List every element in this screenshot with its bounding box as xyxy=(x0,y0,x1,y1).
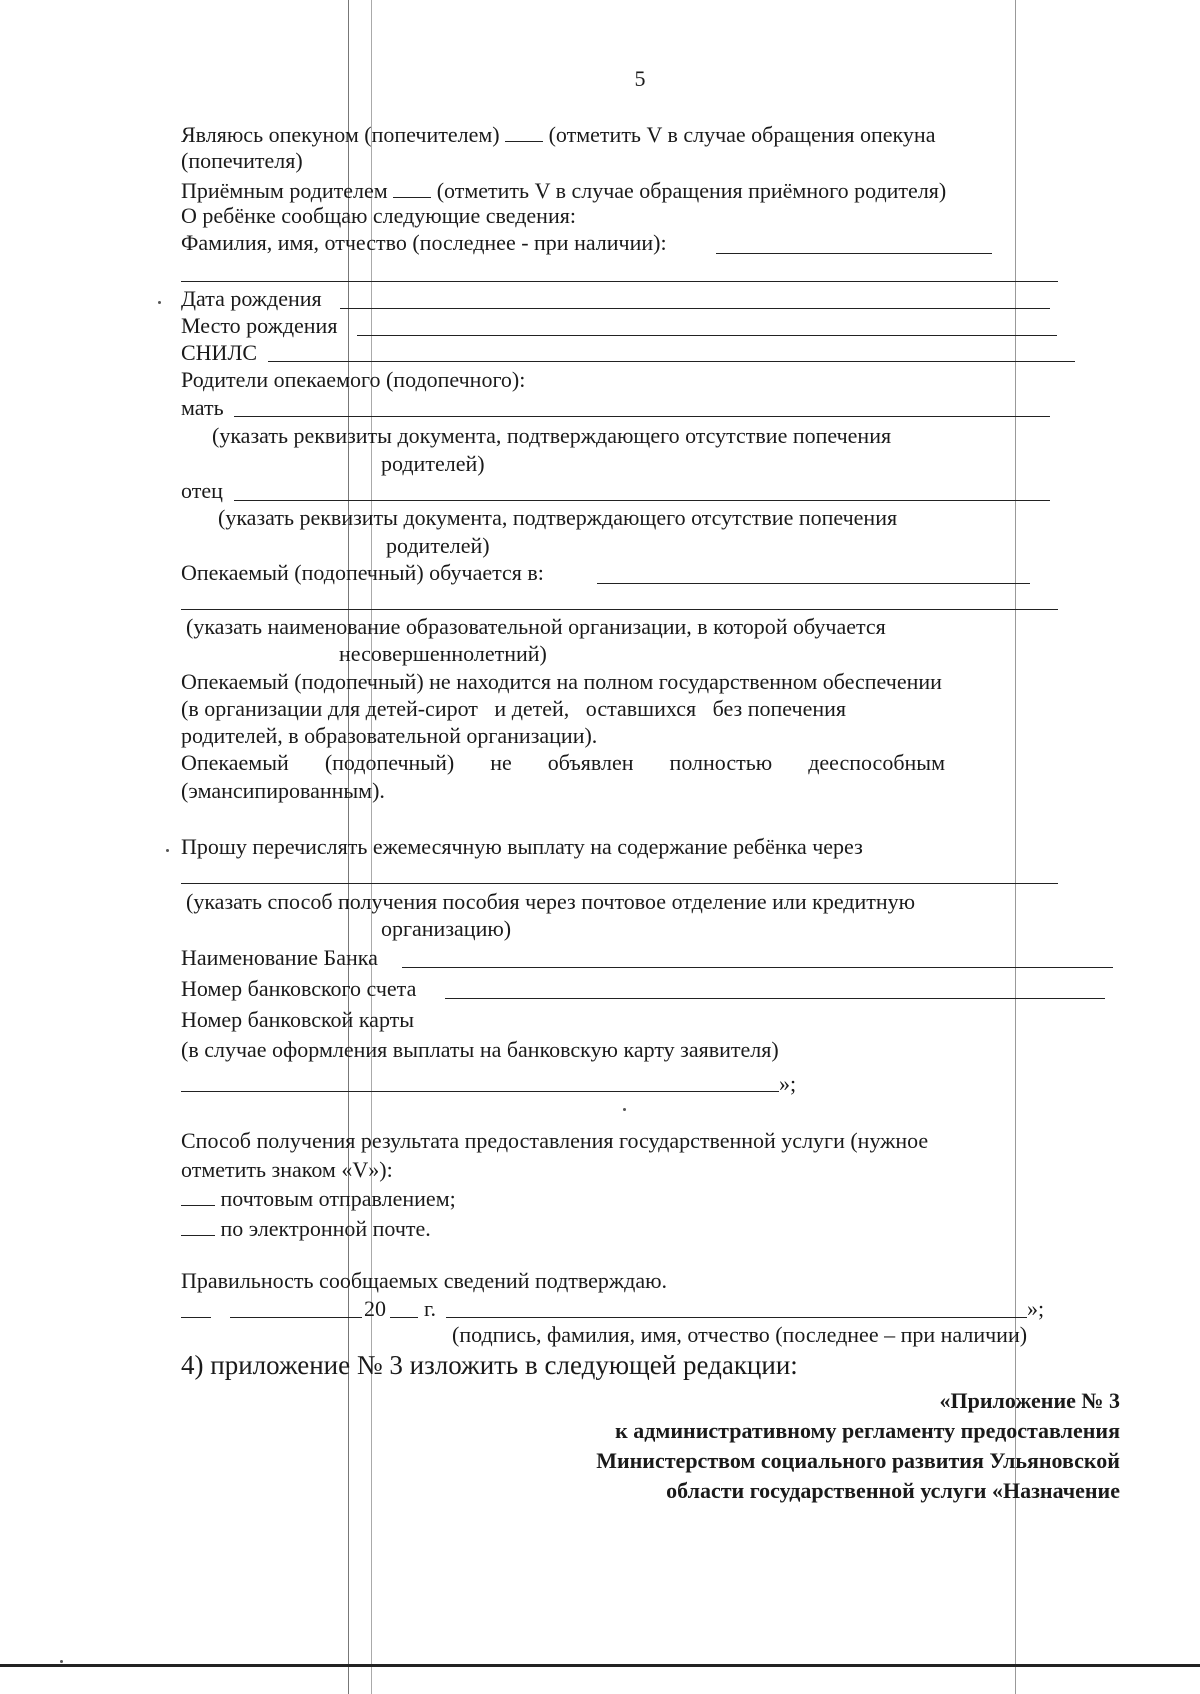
bank-name-field[interactable] xyxy=(402,967,1113,968)
scan-bottom-edge xyxy=(0,1664,1200,1667)
payment-method-field[interactable] xyxy=(181,883,1058,884)
emancip-word: дееспособным xyxy=(808,750,945,775)
father-note-2: родителей) xyxy=(386,533,490,558)
study-note-1: (указать наименование образовательной организации, в которой обучается xyxy=(186,614,886,639)
state-support-3: родителей, в образовательной организации). xyxy=(181,723,598,748)
child-intro: О ребёнке сообщаю следующие сведения: xyxy=(181,203,576,228)
guardian-line-end: (отметить V в случае обращения опекуна xyxy=(548,122,936,147)
mother-field[interactable] xyxy=(234,416,1050,417)
emancip-line xyxy=(181,750,945,776)
child-fio-field[interactable] xyxy=(716,253,992,254)
scan-speck xyxy=(158,301,161,304)
date-day-field[interactable] xyxy=(181,1317,211,1318)
birth-date-label: Дата рождения xyxy=(181,286,322,311)
option-by-email xyxy=(181,1215,431,1242)
page-number: 5 xyxy=(634,66,646,91)
appendix-line-2: к административному регламенту предоставления xyxy=(615,1418,1120,1443)
emancip-word: Опекаемый xyxy=(181,750,289,775)
birth-date-field[interactable] xyxy=(340,308,1050,309)
birth-place-field[interactable] xyxy=(357,335,1057,336)
payment-request: Прошу перечислять ежемесячную выплату на содержание ребёнка через xyxy=(181,834,863,859)
scan-speck xyxy=(166,849,169,852)
signature-field[interactable] xyxy=(446,1317,1027,1318)
study-field-continued[interactable] xyxy=(181,609,1058,610)
study-note-2: несовершеннолетний) xyxy=(339,641,547,666)
mother-note-2: родителей) xyxy=(381,451,485,476)
mother-label: мать xyxy=(181,395,224,420)
bank-account-label: Номер банковского счета xyxy=(181,976,417,1001)
mother-note-1: (указать реквизиты документа, подтверждающего отсутствие попечения xyxy=(212,423,892,448)
payment-note-2: организацию) xyxy=(381,916,512,941)
bank-card-label: Номер банковской карты xyxy=(181,1007,415,1032)
guardian-line-start: Являюсь опекуном (попечителем) xyxy=(181,122,500,147)
confirm-text: Правильность сообщаемых сведений подтверждаю. xyxy=(181,1268,668,1293)
foster-start: Приёмным родителем xyxy=(181,178,388,203)
emancip-line-2: (эмансипированным). xyxy=(181,778,385,803)
appendix-line-4: области государственной услуги «Назначение xyxy=(666,1478,1120,1503)
foster-end: (отметить V в случае обращения приёмного родителя) xyxy=(436,178,947,203)
scan-speck xyxy=(623,1108,626,1111)
signature-line-end: »; xyxy=(1027,1296,1045,1321)
snils-field[interactable] xyxy=(268,361,1075,362)
father-label: отец xyxy=(181,478,223,503)
father-field[interactable] xyxy=(234,500,1050,501)
scan-speck xyxy=(60,1660,63,1663)
by-email-checkbox[interactable] xyxy=(181,1215,215,1236)
result-method-1: Способ получения результата предоставления государственной услуги (нужное xyxy=(181,1128,929,1153)
payment-note-1: (указать способ получения пособия через почтовое отделение или кредитную xyxy=(186,889,916,914)
guardian-line xyxy=(181,121,935,148)
state-support-2: (в организации для детей-сирот и детей, оставшихся без попечения xyxy=(181,696,846,721)
study-field[interactable] xyxy=(597,583,1030,584)
bank-account-field[interactable] xyxy=(445,998,1105,999)
snils-label: СНИЛС xyxy=(181,340,258,365)
foster-mark-field[interactable] xyxy=(393,177,431,198)
bank-card-field[interactable] xyxy=(181,1091,779,1092)
date-year-field[interactable] xyxy=(390,1317,418,1318)
by-post-checkbox[interactable] xyxy=(181,1185,215,1206)
signature-note: (подпись, фамилия, имя, отчество (последнее – при наличии) xyxy=(452,1322,1028,1347)
by-post-label: почтовым отправлением; xyxy=(220,1186,456,1211)
father-note-1: (указать реквизиты документа, подтверждающего отсутствие попечения xyxy=(218,505,898,530)
date-suffix: г. xyxy=(424,1296,437,1321)
emancip-word: объявлен xyxy=(547,750,634,775)
emancip-word: полностью xyxy=(669,750,773,775)
study-label: Опекаемый (подопечный) обучается в: xyxy=(181,560,544,585)
option-by-post xyxy=(181,1185,456,1212)
bank-name-label: Наименование Банка xyxy=(181,945,378,970)
bank-card-line-end: »; xyxy=(779,1071,797,1096)
emancip-word: (подопечный) xyxy=(324,750,455,775)
date-year: 20 xyxy=(364,1296,386,1321)
guardian-mark-field[interactable] xyxy=(505,121,543,142)
by-email-label: по электронной почте. xyxy=(220,1216,431,1241)
guardian-cont: (попечителя) xyxy=(181,148,303,173)
emancip-word: не xyxy=(490,750,512,775)
state-support-1: Опекаемый (подопечный) не находится на полном государственном обеспечении xyxy=(181,669,942,694)
birth-place-label: Место рождения xyxy=(181,313,338,338)
result-method-2: отметить знаком «V»): xyxy=(181,1157,393,1182)
parents-heading: Родители опекаемого (подопечного): xyxy=(181,367,526,392)
bank-card-note: (в случае оформления выплаты на банковскую карту заявителя) xyxy=(181,1037,779,1062)
appendix-line-3: Министерством социального развития Ульяновской xyxy=(596,1448,1120,1473)
date-month-field[interactable] xyxy=(230,1317,362,1318)
amendment-text: 4) приложение № 3 изложить в следующей редакции: xyxy=(181,1350,798,1380)
foster-line xyxy=(181,177,946,204)
child-fio-label: Фамилия, имя, отчество (последнее - при наличии): xyxy=(181,230,667,255)
appendix-line-1: «Приложение № 3 xyxy=(939,1388,1120,1413)
child-fio-field-continued[interactable] xyxy=(181,281,1058,282)
